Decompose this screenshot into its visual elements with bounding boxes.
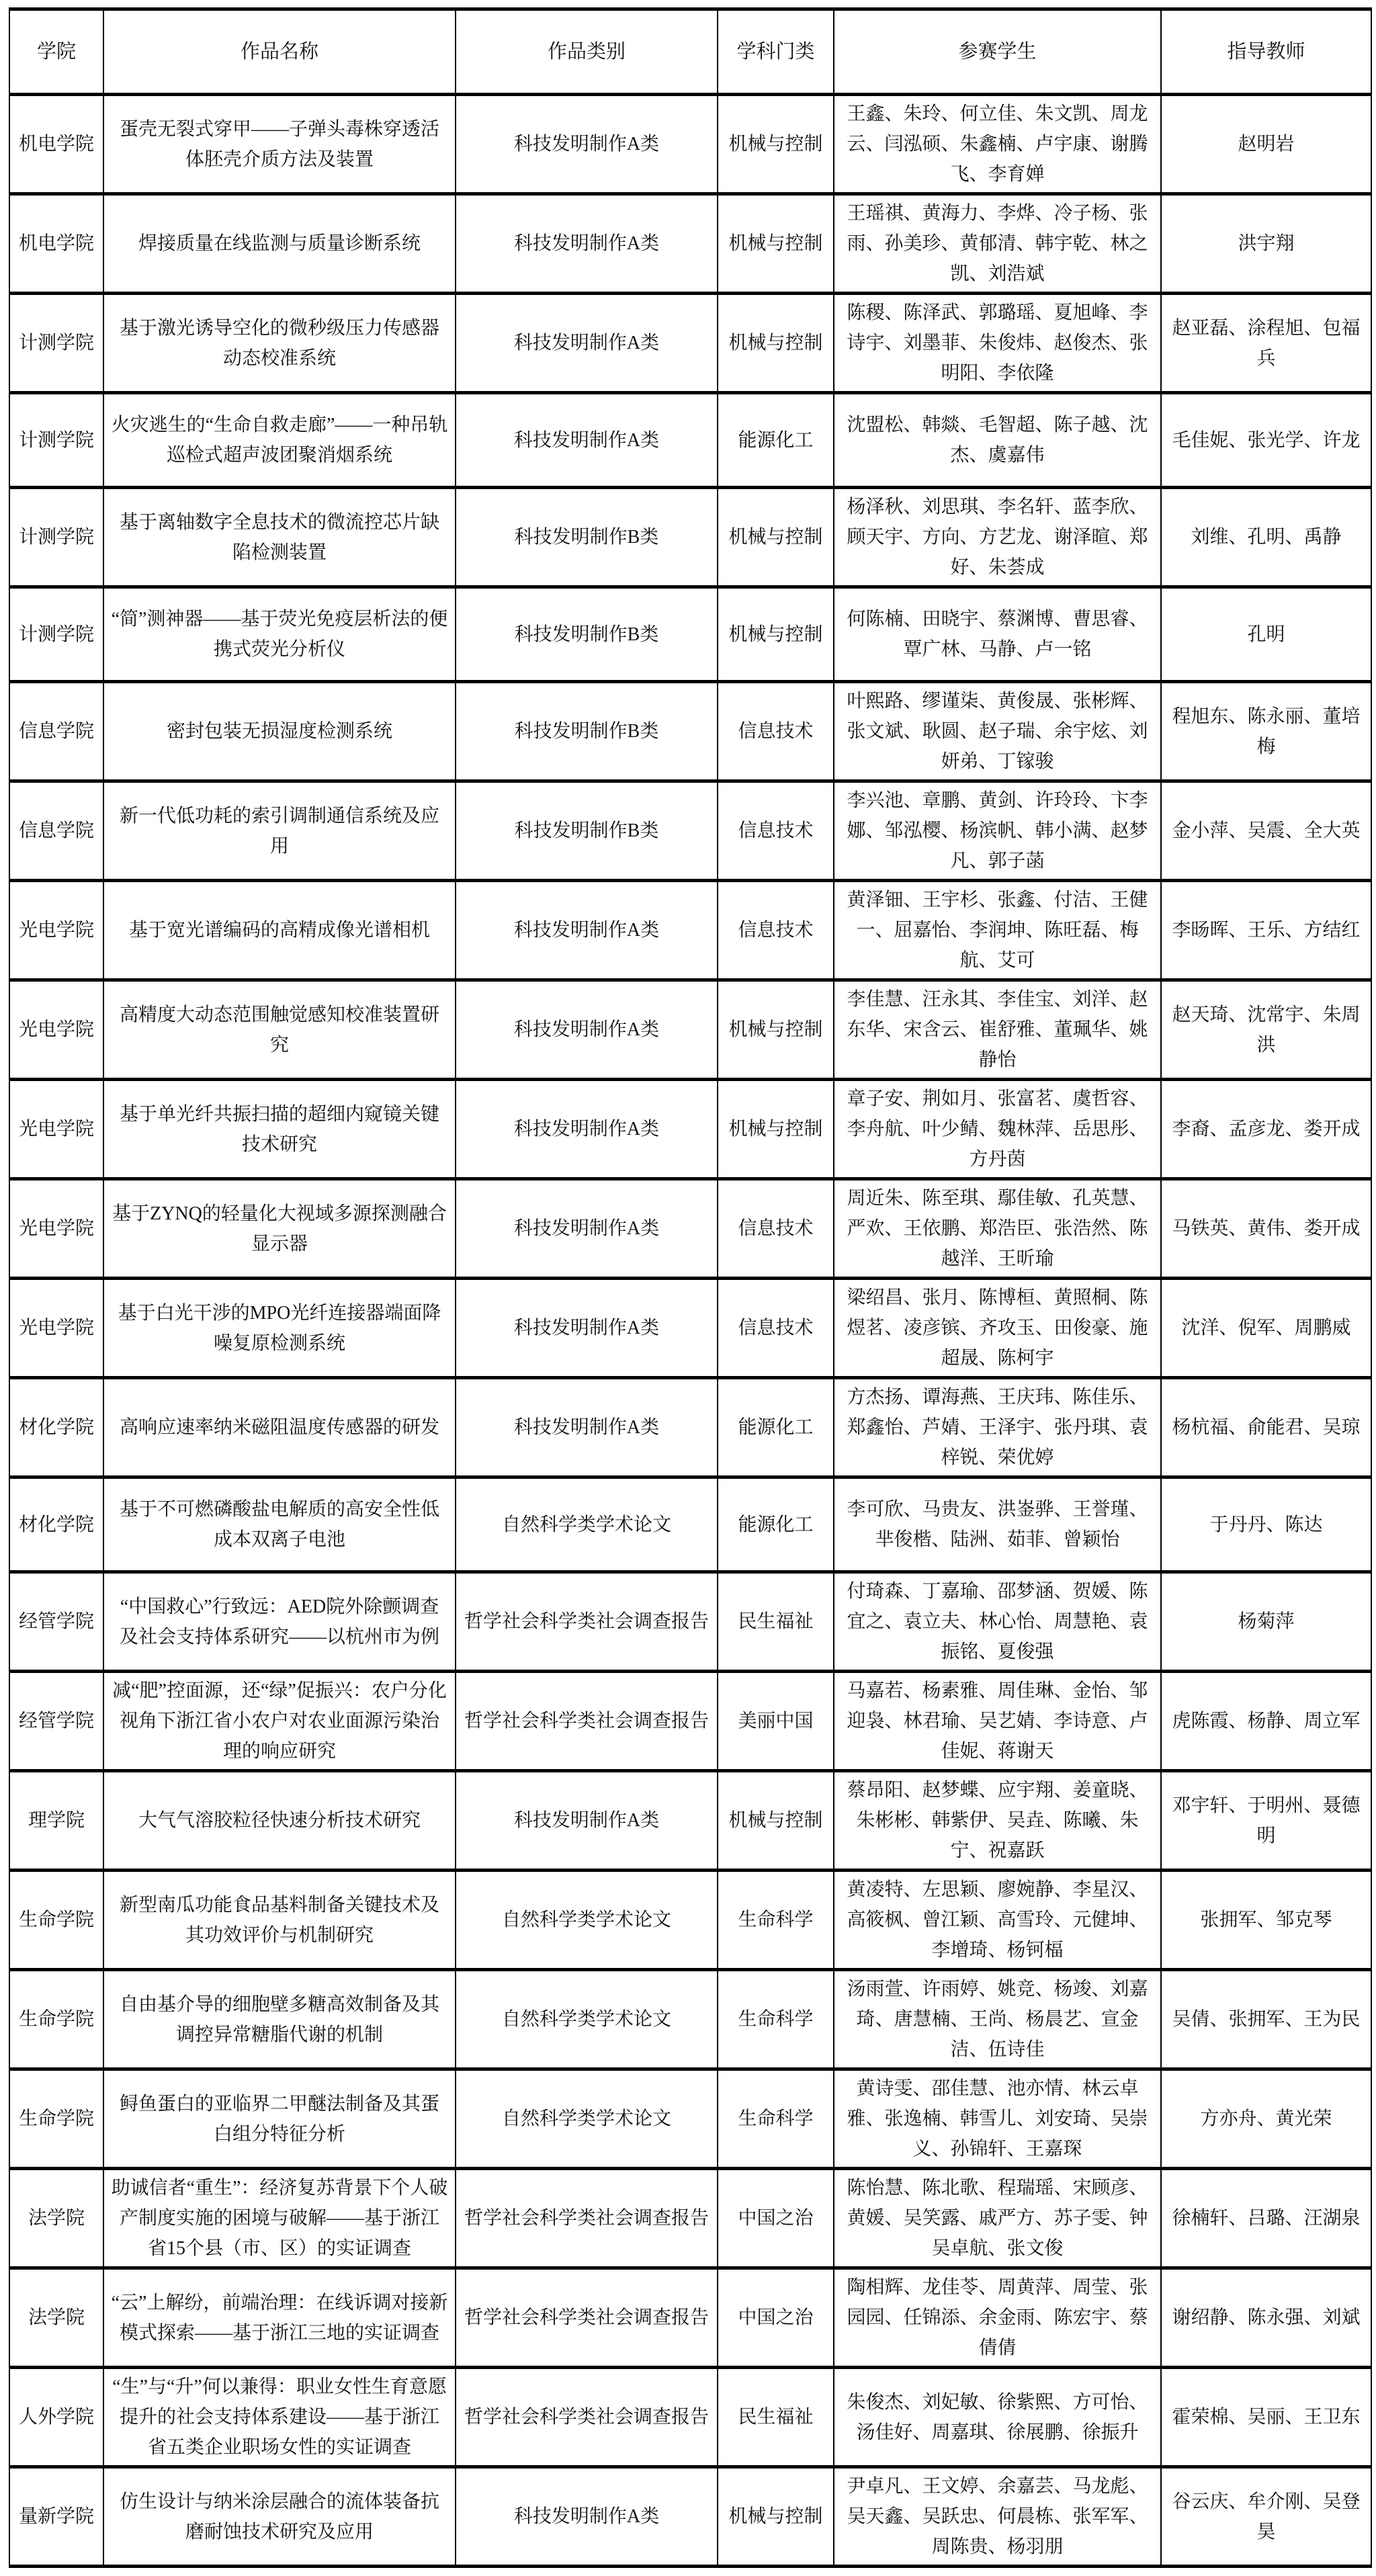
- work-title-cell: 密封包装无损湿度检测系统: [103, 682, 456, 781]
- work-category-cell: 科技发明制作A类: [456, 980, 718, 1080]
- students-cell: 尹卓凡、王文婷、余嘉芸、马龙彪、吴天鑫、吴跃忠、何晨栋、张军军、周陈贵、杨羽朋: [834, 2467, 1161, 2567]
- work-category-cell: 哲学社会科学类社会调查报告: [456, 2268, 718, 2368]
- discipline-cell: 信息技术: [718, 1279, 834, 1378]
- college-cell: 光电学院: [9, 1080, 103, 1179]
- discipline-cell: 机械与控制: [718, 294, 834, 393]
- header-college: 学院: [9, 9, 103, 95]
- students-cell: 章子安、荆如月、张富茗、虞哲容、李舟航、叶少鲭、魏林萍、岳思彤、方丹茵: [834, 1080, 1161, 1179]
- discipline-cell: 信息技术: [718, 781, 834, 881]
- discipline-cell: 生命科学: [718, 1970, 834, 2069]
- work-title-cell: 自由基介导的细胞壁多糖高效制备及其调控异常糖脂代谢的机制: [103, 1970, 456, 2069]
- work-category-cell: 科技发明制作B类: [456, 587, 718, 682]
- work-title-cell: 新型南瓜功能食品基料制备关键技术及其功效评价与机制研究: [103, 1871, 456, 1970]
- discipline-cell: 能源化工: [718, 1378, 834, 1477]
- work-category-cell: 哲学社会科学类社会调查报告: [456, 1672, 718, 1771]
- discipline-cell: 生命科学: [718, 1871, 834, 1970]
- table-row: [9, 1477, 1371, 1572]
- students-cell: 王鑫、朱玲、何立佳、朱文凯、周龙云、闫泓硕、朱鑫楠、卢宇康、谢腾飞、李育婵: [834, 95, 1161, 194]
- table-row: [9, 1179, 1371, 1279]
- students-cell: 沈盟松、韩燚、毛智超、陈子越、沈杰、虞嘉伟: [834, 393, 1161, 488]
- table-row: [9, 393, 1371, 488]
- college-cell: 材化学院: [9, 1378, 103, 1477]
- college-cell: 光电学院: [9, 881, 103, 980]
- college-cell: 机电学院: [9, 194, 103, 294]
- work-category-cell: 哲学社会科学类社会调查报告: [456, 1572, 718, 1672]
- table-row: [9, 781, 1371, 881]
- students-cell: 杨泽秋、刘思琪、李名轩、蓝李欣、顾天宇、方向、方艺龙、谢泽暄、郑好、朱荟成: [834, 488, 1161, 587]
- advisors-cell: 孔明: [1161, 587, 1371, 682]
- work-category-cell: 科技发明制作A类: [456, 95, 718, 194]
- college-cell: 生命学院: [9, 2069, 103, 2169]
- table-row: [9, 1672, 1371, 1771]
- advisors-cell: 金小萍、吴震、全大英: [1161, 781, 1371, 881]
- table-row: [9, 682, 1371, 781]
- students-cell: 叶熙路、缪谨柒、黄俊晟、张彬辉、张文斌、耿圆、赵子瑞、余宇炫、刘妍弟、丁镓骏: [834, 682, 1161, 781]
- discipline-cell: 中国之治: [718, 2268, 834, 2368]
- work-category-cell: 科技发明制作A类: [456, 194, 718, 294]
- table-row: [9, 2268, 1371, 2368]
- students-cell: 陈怡慧、陈北歌、程瑞瑶、宋顾彦、黄媛、吴笑露、戚严方、苏子雯、钟吴卓航、张文俊: [834, 2169, 1161, 2268]
- students-cell: 黄诗雯、邵佳慧、池亦情、林云卓雅、张逸楠、韩雪儿、刘安琦、吴崇义、孙锦轩、王嘉琛: [834, 2069, 1161, 2169]
- college-cell: 法学院: [9, 2268, 103, 2368]
- work-title-cell: 大气气溶胶粒径快速分析技术研究: [103, 1771, 456, 1871]
- advisors-cell: 谢绍静、陈永强、刘斌: [1161, 2268, 1371, 2368]
- work-title-cell: 高精度大动态范围触觉感知校准装置研究: [103, 980, 456, 1080]
- header-advisors: 指导教师: [1161, 9, 1371, 95]
- discipline-cell: 民生福祉: [718, 2368, 834, 2467]
- work-category-cell: 科技发明制作A类: [456, 881, 718, 980]
- discipline-cell: 机械与控制: [718, 980, 834, 1080]
- discipline-cell: 信息技术: [718, 881, 834, 980]
- students-cell: 黄凌特、左思颖、廖婉静、李星汉、高筱枫、曾江颖、高雪玲、元健坤、李增琦、杨钶楅: [834, 1871, 1161, 1970]
- table-row: [9, 1378, 1371, 1477]
- discipline-cell: 机械与控制: [718, 587, 834, 682]
- advisors-cell: 于丹丹、陈达: [1161, 1477, 1371, 1572]
- college-cell: 计测学院: [9, 587, 103, 682]
- students-cell: 朱俊杰、刘妃敏、徐紫熙、方可怡、汤佳好、周嘉琪、徐展鹏、徐振升: [834, 2368, 1161, 2467]
- work-category-cell: 自然科学类学术论文: [456, 2069, 718, 2169]
- college-cell: 生命学院: [9, 1970, 103, 2069]
- advisors-cell: 赵天琦、沈常宇、朱周洪: [1161, 980, 1371, 1080]
- work-category-cell: 科技发明制作A类: [456, 294, 718, 393]
- competition-awards-table: [9, 7, 1372, 2568]
- work-title-cell: “简”测神器——基于荧光免疫层析法的便携式荧光分析仪: [103, 587, 456, 682]
- work-title-cell: 高响应速率纳米磁阻温度传感器的研发: [103, 1378, 456, 1477]
- table-row: [9, 980, 1371, 1080]
- students-cell: 汤雨萱、许雨婷、姚竞、杨竣、刘嘉琦、唐慧楠、王尚、杨晨艺、宣金洁、伍诗佳: [834, 1970, 1161, 2069]
- advisors-cell: 霍荣棉、吴丽、王卫东: [1161, 2368, 1371, 2467]
- college-cell: 生命学院: [9, 1871, 103, 1970]
- students-cell: 何陈楠、田晓宇、蔡渊博、曹思睿、覃广林、马静、卢一铭: [834, 587, 1161, 682]
- discipline-cell: 机械与控制: [718, 1080, 834, 1179]
- work-category-cell: 科技发明制作A类: [456, 1279, 718, 1378]
- college-cell: 光电学院: [9, 980, 103, 1080]
- discipline-cell: 生命科学: [718, 2069, 834, 2169]
- advisors-cell: 赵明岩: [1161, 95, 1371, 194]
- work-title-cell: 助诚信者“重生”：经济复苏背景下个人破产制度实施的困境与破解——基于浙江省15个县（市、区）的实证调查: [103, 2169, 456, 2268]
- work-title-cell: 蛋壳无裂式穿甲——子弹头毒株穿透活体胚壳介质方法及装置: [103, 95, 456, 194]
- students-cell: 李可欣、马贵友、洪崟骅、王誉瑾、芈俊楷、陆洲、茹菲、曾颖怡: [834, 1477, 1161, 1572]
- students-cell: 陈稷、陈泽武、郭璐瑶、夏旭峰、李诗宇、刘墨菲、朱俊炜、赵俊杰、张明阳、李依隆: [834, 294, 1161, 393]
- advisors-cell: 徐楠轩、吕璐、汪湖泉: [1161, 2169, 1371, 2268]
- work-category-cell: 科技发明制作B类: [456, 682, 718, 781]
- work-category-cell: 哲学社会科学类社会调查报告: [456, 2169, 718, 2268]
- advisors-cell: 沈洋、倪军、周鹏威: [1161, 1279, 1371, 1378]
- work-category-cell: 科技发明制作B类: [456, 488, 718, 587]
- college-cell: 理学院: [9, 1771, 103, 1871]
- advisors-cell: 程旭东、陈永丽、董培梅: [1161, 682, 1371, 781]
- students-cell: 黄泽钿、王宇杉、张鑫、付洁、王健一、屈嘉怡、李润坤、陈旺磊、梅航、艾可: [834, 881, 1161, 980]
- work-title-cell: 火灾逃生的“生命自救走廊”——一种吊轨巡检式超声波团聚消烟系统: [103, 393, 456, 488]
- discipline-cell: 信息技术: [718, 1179, 834, 1279]
- work-title-cell: “中国救心”行致远：AED院外除颤调查及社会支持体系研究——以杭州市为例: [103, 1572, 456, 1672]
- students-cell: 王瑶祺、黄海力、李烨、冷子杨、张雨、孙美珍、黄郁清、韩宇乾、林之凯、刘浩斌: [834, 194, 1161, 294]
- advisors-cell: 吴倩、张拥军、王为民: [1161, 1970, 1371, 2069]
- work-title-cell: “云”上解纷，前端治理：在线诉调对接新模式探索——基于浙江三地的实证调查: [103, 2268, 456, 2368]
- advisors-cell: 虎陈霞、杨静、周立军: [1161, 1672, 1371, 1771]
- table-row: [9, 2467, 1371, 2567]
- header-work-category: 作品类别: [456, 9, 718, 95]
- advisors-cell: 洪宇翔: [1161, 194, 1371, 294]
- table-row: [9, 488, 1371, 587]
- advisors-cell: 张拥军、邹克琴: [1161, 1871, 1371, 1970]
- table-row: [9, 2368, 1371, 2467]
- college-cell: 光电学院: [9, 1279, 103, 1378]
- discipline-cell: 机械与控制: [718, 95, 834, 194]
- advisors-cell: 李旸晖、王乐、方结红: [1161, 881, 1371, 980]
- discipline-cell: 中国之治: [718, 2169, 834, 2268]
- college-cell: 量新学院: [9, 2467, 103, 2567]
- work-category-cell: 自然科学类学术论文: [456, 1477, 718, 1572]
- table-body: [9, 95, 1371, 2567]
- table-header-row: [9, 9, 1371, 95]
- advisors-cell: 邓宇轩、于明州、聂德明: [1161, 1771, 1371, 1871]
- advisors-cell: 方亦舟、黄光荣: [1161, 2069, 1371, 2169]
- advisors-cell: 杨菊萍: [1161, 1572, 1371, 1672]
- table-row: [9, 881, 1371, 980]
- discipline-cell: 机械与控制: [718, 488, 834, 587]
- work-title-cell: 基于单光纤共振扫描的超细内窥镜关键技术研究: [103, 1080, 456, 1179]
- discipline-cell: 能源化工: [718, 1477, 834, 1572]
- students-cell: 李兴池、章鹏、黄剑、许玲玲、卞李娜、邹泓樱、杨滨帆、韩小满、赵梦凡、郭子菡: [834, 781, 1161, 881]
- college-cell: 信息学院: [9, 682, 103, 781]
- college-cell: 材化学院: [9, 1477, 103, 1572]
- work-title-cell: 基于不可燃磷酸盐电解质的高安全性低成本双离子电池: [103, 1477, 456, 1572]
- students-cell: 陶相辉、龙佳苓、周黄萍、周莹、张园园、任锦添、余金雨、陈宏宇、蔡倩倩: [834, 2268, 1161, 2368]
- table-row: [9, 1871, 1371, 1970]
- work-title-cell: 鲟鱼蛋白的亚临界二甲醚法制备及其蛋白组分特征分析: [103, 2069, 456, 2169]
- advisors-cell: 赵亚磊、涂程旭、包福兵: [1161, 294, 1371, 393]
- table-row: [9, 1572, 1371, 1672]
- work-title-cell: “生”与“升”何以兼得：职业女性生育意愿提升的社会支持体系建设——基于浙江省五类企业职场女性的实证调查: [103, 2368, 456, 2467]
- header-work-title: 作品名称: [103, 9, 456, 95]
- work-category-cell: 科技发明制作A类: [456, 1771, 718, 1871]
- college-cell: 经管学院: [9, 1672, 103, 1771]
- discipline-cell: 能源化工: [718, 393, 834, 488]
- discipline-cell: 美丽中国: [718, 1672, 834, 1771]
- table-row: [9, 1970, 1371, 2069]
- students-cell: 马嘉若、杨素雅、周佳琳、金怡、邹迎袅、林君瑜、吴艺婧、李诗意、卢佳妮、蒋谢天: [834, 1672, 1161, 1771]
- header-students: 参赛学生: [834, 9, 1161, 95]
- advisors-cell: 谷云庆、牟介刚、吴登昊: [1161, 2467, 1371, 2567]
- table-row: [9, 95, 1371, 194]
- table-row: [9, 194, 1371, 294]
- college-cell: 计测学院: [9, 294, 103, 393]
- work-title-cell: 基于白光干涉的MPO光纤连接器端面降噪复原检测系统: [103, 1279, 456, 1378]
- college-cell: 计测学院: [9, 488, 103, 587]
- students-cell: 方杰扬、谭海燕、王庆玮、陈佳乐、郑鑫怡、芦婧、王泽宇、张丹琪、袁梓锐、荣优婷: [834, 1378, 1161, 1477]
- work-category-cell: 自然科学类学术论文: [456, 1970, 718, 2069]
- advisors-cell: 李裔、孟彦龙、娄开成: [1161, 1080, 1371, 1179]
- discipline-cell: 民生福祉: [718, 1572, 834, 1672]
- work-title-cell: 基于激光诱导空化的微秒级压力传感器动态校准系统: [103, 294, 456, 393]
- table-row: [9, 2069, 1371, 2169]
- college-cell: 经管学院: [9, 1572, 103, 1672]
- work-title-cell: 减“肥”控面源，还“绿”促振兴：农户分化视角下浙江省小农户对农业面源污染治理的响应研究: [103, 1672, 456, 1771]
- work-category-cell: 科技发明制作A类: [456, 1179, 718, 1279]
- work-title-cell: 基于离轴数字全息技术的微流控芯片缺陷检测装置: [103, 488, 456, 587]
- work-title-cell: 仿生设计与纳米涂层融合的流体装备抗磨耐蚀技术研究及应用: [103, 2467, 456, 2567]
- discipline-cell: 信息技术: [718, 682, 834, 781]
- college-cell: 机电学院: [9, 95, 103, 194]
- work-title-cell: 新一代低功耗的索引调制通信系统及应用: [103, 781, 456, 881]
- work-category-cell: 科技发明制作A类: [456, 2467, 718, 2567]
- discipline-cell: 机械与控制: [718, 2467, 834, 2567]
- work-category-cell: 自然科学类学术论文: [456, 1871, 718, 1970]
- work-title-cell: 基于ZYNQ的轻量化大视域多源探测融合显示器: [103, 1179, 456, 1279]
- college-cell: 法学院: [9, 2169, 103, 2268]
- table-row: [9, 1771, 1371, 1871]
- advisors-cell: 马铁英、黄伟、娄开成: [1161, 1179, 1371, 1279]
- advisors-cell: 刘维、孔明、禹静: [1161, 488, 1371, 587]
- advisors-cell: 杨杭福、俞能君、吴琼: [1161, 1378, 1371, 1477]
- work-title-cell: 焊接质量在线监测与质量诊断系统: [103, 194, 456, 294]
- college-cell: 计测学院: [9, 393, 103, 488]
- college-cell: 光电学院: [9, 1179, 103, 1279]
- table-row: [9, 2169, 1371, 2268]
- college-cell: 信息学院: [9, 781, 103, 881]
- table-row: [9, 1080, 1371, 1179]
- college-cell: 人外学院: [9, 2368, 103, 2467]
- header-discipline: 学科门类: [718, 9, 834, 95]
- work-category-cell: 科技发明制作B类: [456, 781, 718, 881]
- discipline-cell: 机械与控制: [718, 194, 834, 294]
- table-row: [9, 587, 1371, 682]
- table-row: [9, 294, 1371, 393]
- work-category-cell: 哲学社会科学类社会调查报告: [456, 2368, 718, 2467]
- students-cell: 蔡昂阳、赵梦蝶、应宇翔、姜童晓、朱彬彬、韩紫伊、吴垚、陈曦、朱宁、祝嘉跃: [834, 1771, 1161, 1871]
- students-cell: 周近朱、陈至琪、鄢佳敏、孔英慧、严欢、王依鹏、郑浩臣、张浩然、陈越洋、王昕瑜: [834, 1179, 1161, 1279]
- table-row: [9, 1279, 1371, 1378]
- advisors-cell: 毛佳妮、张光学、许龙: [1161, 393, 1371, 488]
- work-category-cell: 科技发明制作A类: [456, 1378, 718, 1477]
- work-category-cell: 科技发明制作A类: [456, 1080, 718, 1179]
- discipline-cell: 机械与控制: [718, 1771, 834, 1871]
- students-cell: 李佳慧、汪永其、李佳宝、刘洋、赵东华、宋含云、崔舒雅、董珮华、姚静怡: [834, 980, 1161, 1080]
- work-title-cell: 基于宽光谱编码的高精成像光谱相机: [103, 881, 456, 980]
- students-cell: 梁绍昌、张月、陈博桓、黄照桐、陈煜茗、凌彦镔、齐攻玉、田俊豪、施超晟、陈柯宇: [834, 1279, 1161, 1378]
- students-cell: 付琦森、丁嘉瑜、邵梦涵、贺媛、陈宜之、袁立夫、林心怡、周慧艳、袁振铭、夏俊强: [834, 1572, 1161, 1672]
- work-category-cell: 科技发明制作A类: [456, 393, 718, 488]
